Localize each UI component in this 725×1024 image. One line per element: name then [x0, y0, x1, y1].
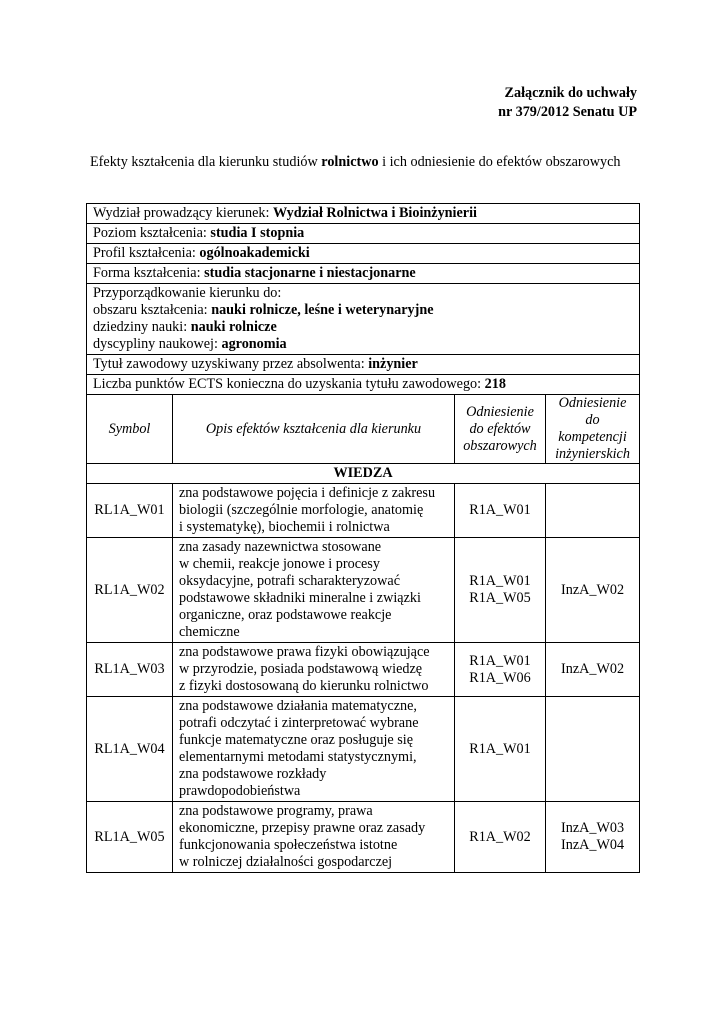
engineering-code: InzA_W04 [561, 837, 625, 853]
header-area-line: Odniesienie [466, 403, 534, 420]
row-ects [87, 375, 640, 395]
area-code: R1A_W01 [469, 740, 531, 757]
assignment-area [93, 302, 633, 319]
header-eng-line: Odniesienie [558, 395, 627, 411]
discipline-label: dyscypliny naukowej: [93, 336, 222, 352]
engineering-code: InzA_W03 [561, 820, 625, 836]
row-assignment [87, 284, 640, 355]
description-line: funkcje matematyczne oraz posługuje się [179, 732, 413, 748]
description-line: chemiczne [179, 624, 240, 640]
description-line: i systematykę), biochemii i rolnictwa [179, 519, 390, 535]
description-line: zna podstawowe prawa fizyki obowiązujące [179, 644, 430, 660]
level-value: studia I stopnia [210, 225, 305, 241]
outcome-symbol: RL1A_W01 [87, 484, 173, 538]
header-eng-line: kompetencji [558, 429, 627, 445]
outcome-symbol: RL1A_W03 [87, 643, 173, 697]
table-row [87, 802, 640, 873]
outcome-description [173, 697, 455, 802]
header-eng-line: inżynierskich [555, 446, 630, 462]
profile-cell [87, 244, 640, 264]
header-description: Opis efektów kształcenia dla kierunku [173, 395, 455, 464]
description-line: podstawowe składniki mineralne i związki [179, 590, 421, 606]
domain-label: dziedziny nauki: [93, 319, 191, 335]
annex-line-2: nr 379/2012 Senatu UP [498, 104, 637, 120]
form-label: Forma kształcenia: [93, 265, 205, 281]
description-line: ekonomiczne, przepisy prawne oraz zasady [179, 820, 426, 836]
faculty-cell [87, 204, 640, 224]
description-line: w przyrodzie, posiada podstawową wiedzę [179, 661, 423, 677]
engineering-reference [546, 802, 640, 873]
discipline-value: agronomia [221, 336, 287, 352]
title-label: Tytuł zawodowy uzyskiwany przez absolwenta: [93, 356, 369, 372]
description-line: zna zasady nazewnictwa stosowane [179, 539, 382, 555]
title-cell [87, 355, 640, 375]
description-line: prawdopodobieństwa [179, 783, 301, 799]
description-line: potrafi odczytać i zinterpretować wybrane [179, 715, 419, 731]
area-code: R1A_W01 [469, 502, 531, 518]
section-row [87, 464, 640, 484]
engineering-reference [546, 484, 640, 538]
engineering-reference [546, 697, 640, 802]
header-eng-line: do [585, 412, 600, 428]
description-line: elementarnymi metodami statystycznymi, [179, 749, 417, 765]
outcome-symbol: RL1A_W04 [87, 697, 173, 802]
profile-value: ogólnoakademicki [199, 245, 310, 261]
table-row [87, 697, 640, 802]
area-code: R1A_W01 [469, 573, 531, 589]
outcome-symbol: RL1A_W02 [87, 538, 173, 643]
form-value: studia stacjonarne i niestacjonarne [204, 265, 416, 281]
intro-before: Efekty kształcenia dla kierunku studiów [90, 154, 322, 170]
area-reference [455, 538, 546, 643]
description-line: funkcjonowania społeczeństwa istotne [179, 837, 398, 853]
faculty-label: Wydział prowadzący kierunek: [93, 205, 273, 221]
description-line: z fizyki dostosowaną do kierunku rolnictwo [179, 678, 429, 694]
header-engineering-reference [546, 395, 640, 464]
ects-value: 218 [484, 376, 506, 392]
area-value: nauki rolnicze, leśne i weterynaryjne [211, 302, 434, 318]
outcome-description [173, 643, 455, 697]
outcome-description [173, 538, 455, 643]
description-line: zna podstawowe rozkłady [179, 766, 327, 782]
description-line: zna podstawowe pojęcia i definicje z zakresu [179, 485, 436, 501]
profile-label: Profil kształcenia: [93, 245, 200, 261]
description-line: oksydacyjne, potrafi scharakteryzować [179, 573, 400, 589]
engineering-reference [546, 643, 640, 697]
level-label: Poziom kształcenia: [93, 225, 211, 241]
area-label: obszaru kształcenia: [93, 302, 212, 318]
area-reference [455, 484, 546, 538]
level-cell [87, 224, 640, 244]
section-title: WIEDZA [87, 464, 640, 484]
description-line: biologii (szczególnie morfologie, anatomię [179, 502, 424, 518]
form-cell [87, 264, 640, 284]
area-reference [455, 643, 546, 697]
engineering-reference [546, 538, 640, 643]
faculty-value: Wydział Rolnictwa i Bioinżynierii [272, 205, 477, 221]
area-reference [455, 697, 546, 802]
table-row [87, 643, 640, 697]
row-level [87, 224, 640, 244]
intro-after: i ich odniesienie do efektów obszarowych [378, 154, 621, 170]
annex-line-1: Załącznik do uchwały [504, 85, 637, 101]
row-faculty [87, 204, 640, 224]
column-header-row [87, 395, 640, 464]
assignment-discipline [93, 336, 633, 353]
outcome-description [173, 802, 455, 873]
engineering-code: InzA_W02 [561, 581, 625, 598]
document-intro [90, 153, 650, 171]
learning-outcomes-table [86, 203, 640, 873]
description-line: organiczne, oraz podstawowe reakcje [179, 607, 392, 623]
ects-cell [87, 375, 640, 395]
area-code: R1A_W05 [469, 590, 531, 606]
header-area-line: obszarowych [463, 437, 537, 454]
header-area-reference [455, 395, 546, 464]
table-row [87, 484, 640, 538]
description-line: zna podstawowe programy, prawa [179, 803, 373, 819]
header-symbol: Symbol [87, 395, 173, 464]
intro-field: rolnictwo [321, 154, 379, 170]
area-reference [455, 802, 546, 873]
header-area-line: do efektów [469, 420, 531, 437]
outcome-symbol: RL1A_W05 [87, 802, 173, 873]
title-value: inżynier [368, 356, 418, 372]
description-line: w rolniczej działalności gospodarczej [179, 854, 393, 870]
description-line: zna podstawowe działania matematyczne, [179, 698, 417, 714]
annex-header [498, 84, 637, 122]
row-profile [87, 244, 640, 264]
ects-label: Liczba punktów ECTS konieczna do uzyskania tytułu zawodowego: [93, 376, 485, 392]
assignment-cell [87, 284, 640, 355]
outcome-description [173, 484, 455, 538]
row-title [87, 355, 640, 375]
area-code: R1A_W06 [469, 669, 531, 686]
description-line: w chemii, reakcje jonowe i procesy [179, 556, 380, 572]
assignment-heading: Przyporządkowanie kierunku do: [93, 285, 282, 301]
area-code: R1A_W02 [469, 828, 531, 845]
row-form [87, 264, 640, 284]
domain-value: nauki rolnicze [190, 319, 277, 335]
area-code: R1A_W01 [469, 652, 531, 669]
assignment-domain [93, 319, 633, 336]
engineering-code: InzA_W02 [561, 661, 625, 677]
table-row [87, 538, 640, 643]
